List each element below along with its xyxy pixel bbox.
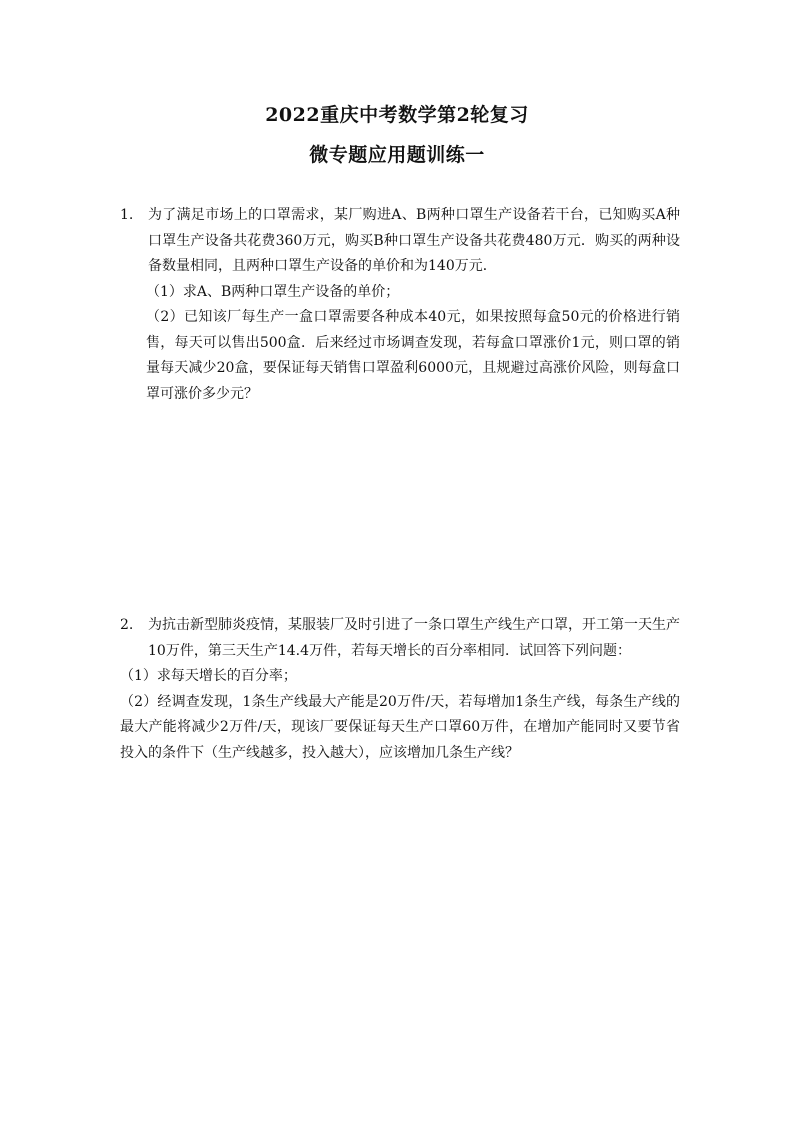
problem-part-2: （2）经调查发现，1条生产线最大产能是20万件/天，若每增加1条生产线，每条生产线的最大产能将减少2万件/天，现该厂要保证每天生产口罩60万件，在增加产能同时又要节省投入的条件下（生产线越多，投入越大），应该增加几条生产线？ xyxy=(120,693,680,761)
problem-number: 2. xyxy=(120,617,134,633)
problem-stem: 为抗击新型肺炎疫情，某服装厂及时引进了一条口罩生产线生产口罩，开工第一天生产10万件，第三天生产14.4万件，若每天增长的百分率相同．试回答下列问题： xyxy=(148,617,680,659)
document-title: 2022重庆中考数学第2轮复习 xyxy=(265,104,529,126)
document-subtitle: 微专题应用题训练一 xyxy=(309,144,485,166)
problem-number: 1. xyxy=(120,207,134,223)
problem-2 xyxy=(120,613,680,766)
problem-part-1: （1）求每天增长的百分率； xyxy=(120,668,297,684)
problem-stem: 为了满足市场上的口罩需求，某厂购进A、B两种口罩生产设备若干台，已知购买A种口罩生产设备共花费360万元，购买B种口罩生产设备共花费480万元．购买的两种设备数量相同，且两种口罩生产设备的单价和为140万元． xyxy=(148,207,680,274)
problem-part-2: （2）已知该厂每生产一盒口罩需要各种成本40元，如果按照每盒50元的价格进行销售，每天可以售出500盒．后来经过市场调查发现，若每盒口罩涨价1元，则口罩的销量每天减少20盒，要保证每天销售口罩盈利6000元，且规避过高涨价风险，则每盒口罩可涨价多少元？ xyxy=(146,309,680,402)
problem-part-1: （1）求A、B两种口罩生产设备的单价； xyxy=(146,283,400,300)
problem-1 xyxy=(120,203,680,407)
